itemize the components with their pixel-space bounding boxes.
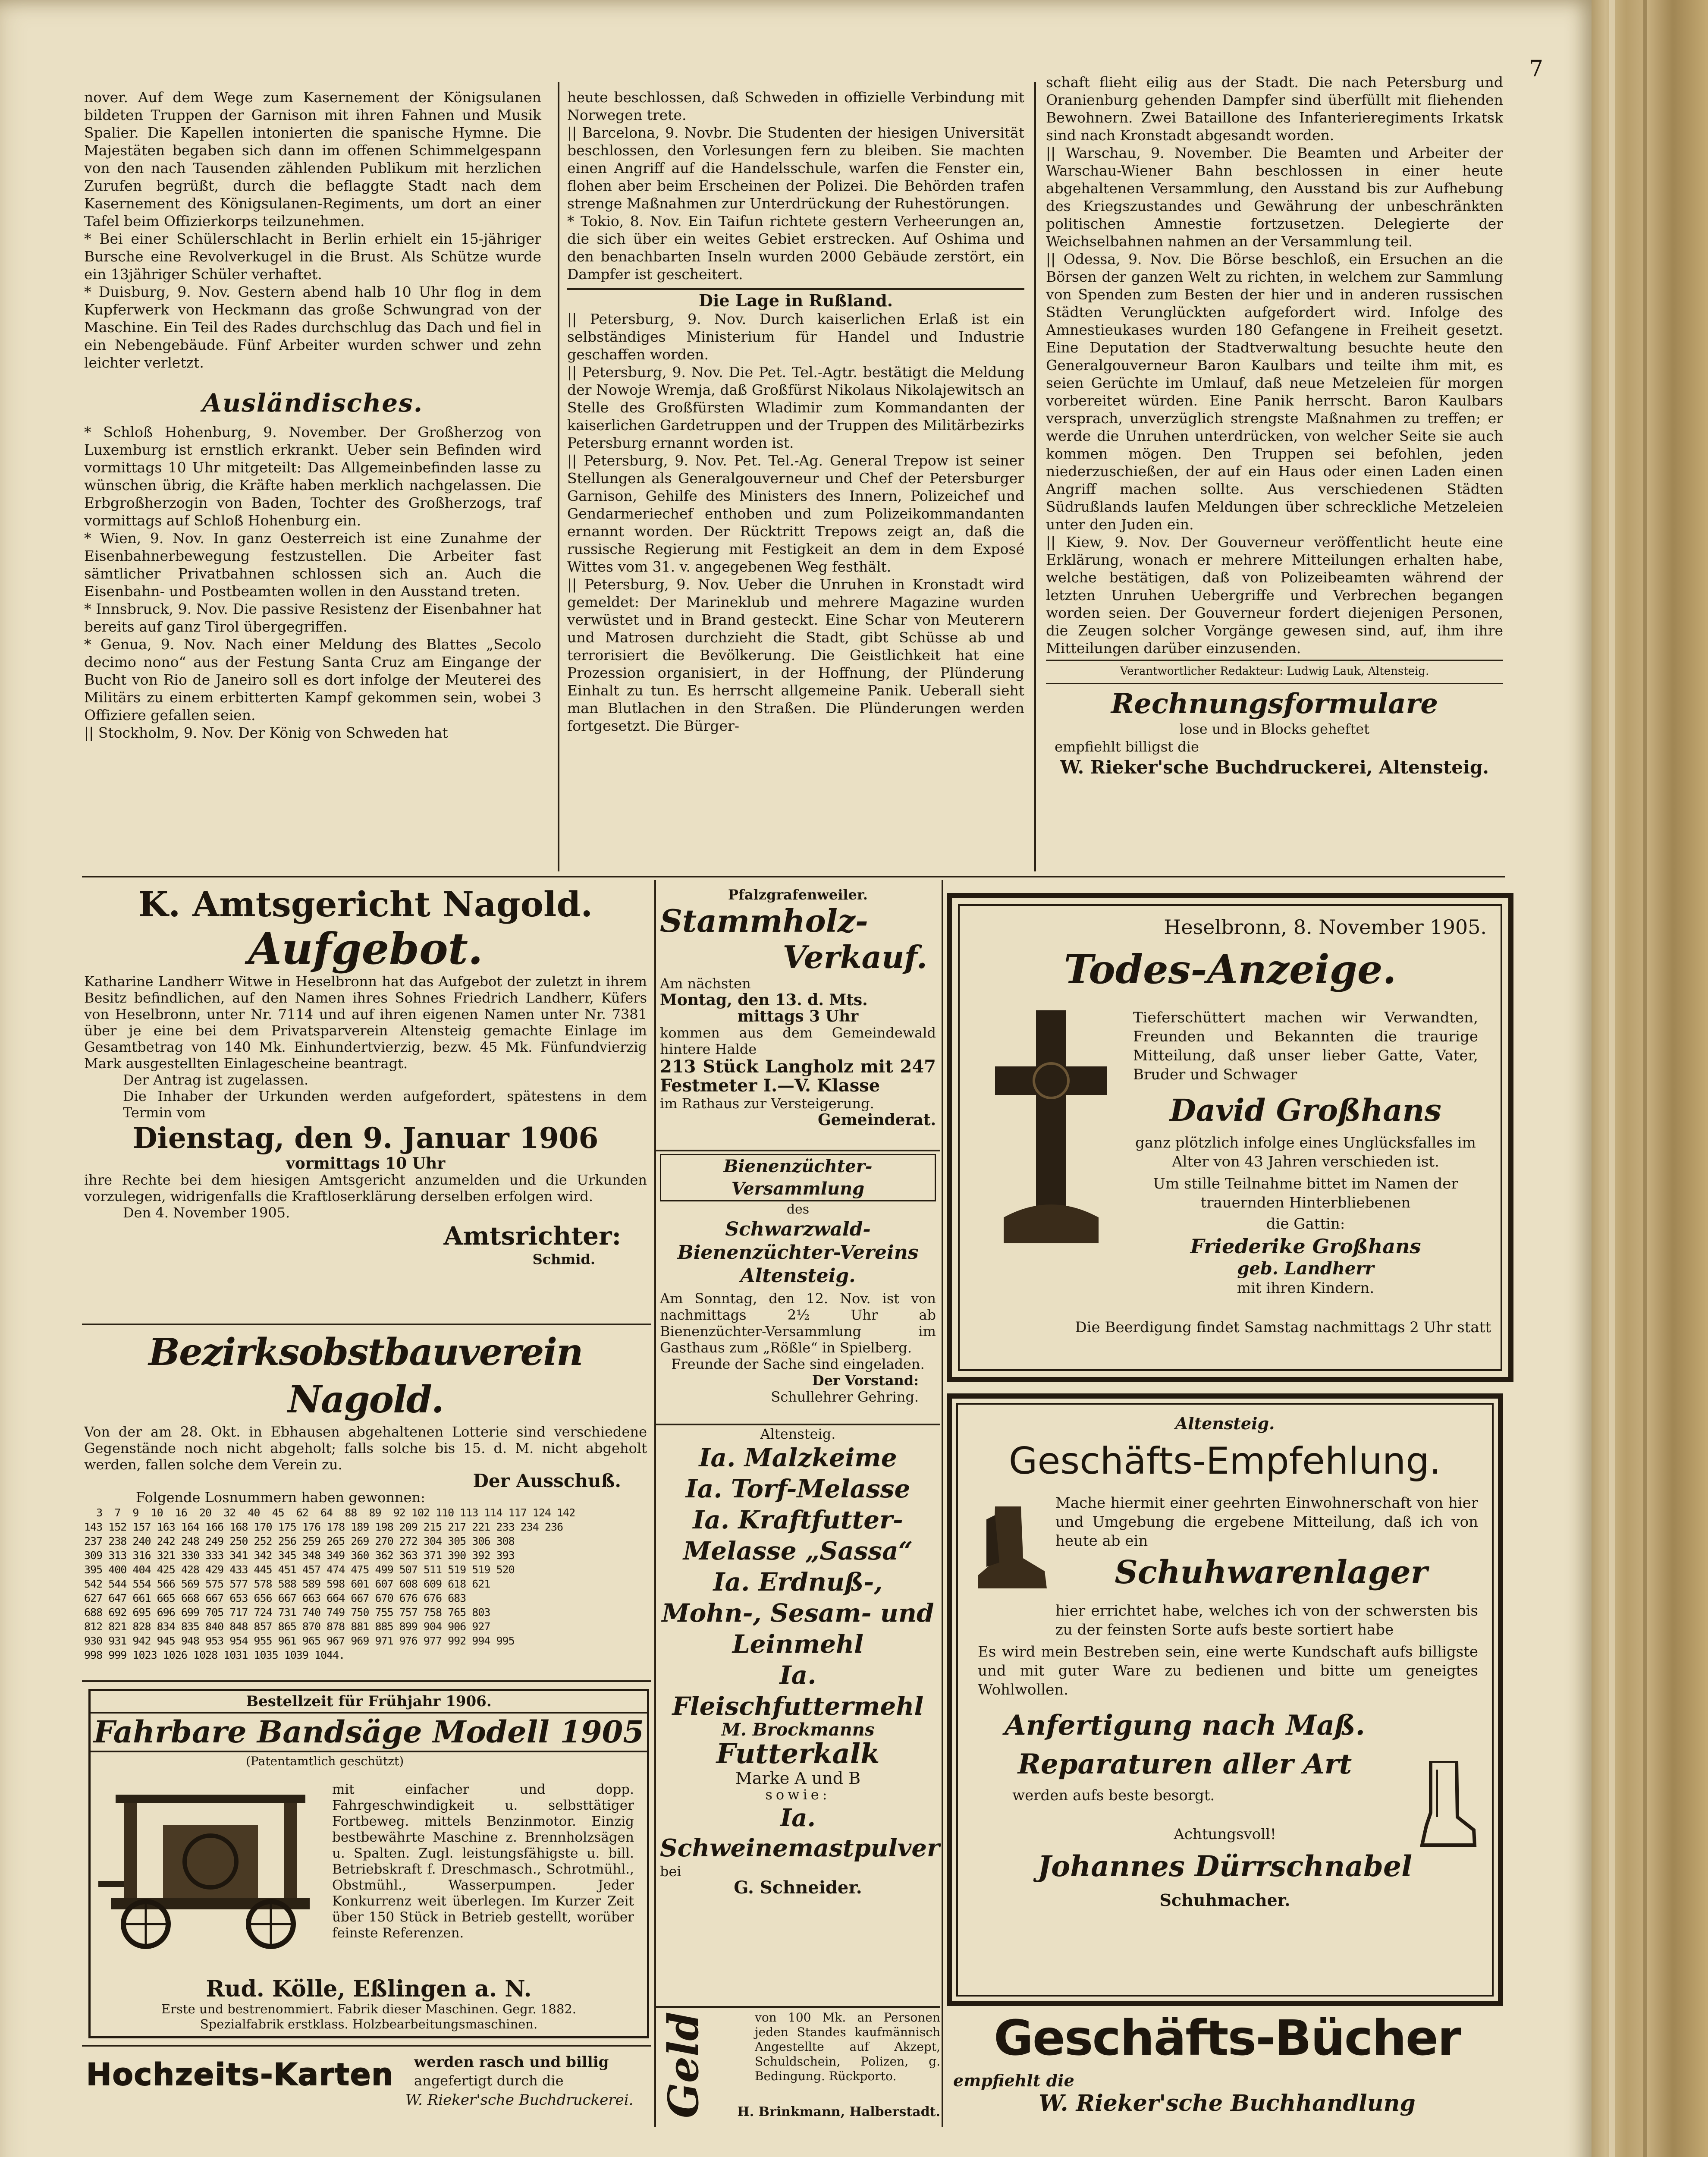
futter-sowie: sowie: — [765, 1786, 831, 1803]
bienen-body: Freunde der Sache sind eingeladen. — [671, 1356, 925, 1372]
todes-kinder: mit ihren Kindern. — [1237, 1280, 1375, 1297]
geld-big: Geld — [659, 2012, 708, 2118]
futter-item-list — [660, 1442, 936, 1722]
stammholz-line: im Rathaus zur Versteigerung. — [660, 1095, 874, 1112]
lottery-number-line: 542 544 554 566 569 575 577 578 588 589 598 601 607 608 609 618 621 — [84, 1578, 490, 1590]
ad-geld — [660, 2010, 940, 2122]
news-column-3 — [1046, 73, 1503, 776]
news-item: || Stockholm, 9. Nov. Der König von Schweden hat — [84, 724, 448, 741]
todes-widow: Friederike Großhans — [1190, 1235, 1421, 1258]
geld-text: von 100 Mk. an Personen jeden Standes kaufmännisch Angestellte auf Akzept, Schuldschein, Polizen, g. Bedingung. Rückporto. — [755, 2010, 940, 2083]
schuh-text: Es wird mein Bestreben sein, eine werte Kundschaft aufs billigste und mit guter Ware zu bedienen und bitte um geneigtes Wohlwollen. — [978, 1643, 1478, 1698]
aufgebot-title: Aufgebot. — [248, 923, 483, 974]
ad-bandsaege — [88, 1689, 649, 2038]
ad-amtsgericht — [84, 884, 647, 1267]
lottery-number-line: 812 821 828 834 835 840 848 857 865 870 878 881 885 899 904 906 927 — [84, 1620, 490, 1633]
bienen-body: Am Sonntag, den 12. Nov. ist von nachmittags 2½ Uhr ab Bienenzüchter-Versammlung im Gasthaus zum „Rößle“ in Spielberg. — [660, 1290, 936, 1356]
todes-name: David Großhans — [1170, 1092, 1441, 1128]
aufgebot-body: Der Antrag ist zugelassen. — [123, 1072, 309, 1088]
ad-rule — [82, 1324, 651, 1325]
schuh-name: Johannes Dürrschnabel — [1037, 1849, 1413, 1883]
saege-top: Bestellzeit für Frühjahr 1906. — [246, 1693, 492, 1710]
ad-rule — [656, 1424, 940, 1425]
schuh-place: Altensteig. — [1175, 1414, 1275, 1433]
stammholz-line: mittags 3 Uhr — [737, 1007, 859, 1025]
aufgebot-body: Die Inhaber der Urkunden werden aufgefordert, spätestens in dem Termin vom — [123, 1088, 647, 1121]
boot-icon — [969, 1502, 1051, 1597]
stammholz-place: Pfalzgrafenweiler. — [728, 887, 868, 903]
ad-schuh — [947, 1393, 1503, 2006]
lottery-number-line: 688 692 695 696 699 705 717 724 731 740 749 750 755 757 758 765 803 — [84, 1606, 490, 1619]
column-rule — [942, 880, 943, 2127]
schuh-werden: werden aufs beste besorgt. — [1012, 1787, 1215, 1804]
ad-rule — [656, 1150, 940, 1151]
stammholz-line: Montag, den 13. d. Mts. — [660, 991, 868, 1009]
schuh-achtung: Achtungsvoll! — [1174, 1826, 1276, 1843]
futter-pulver: Ia. Schweinemastpulver — [660, 1804, 940, 1862]
hochzeit-line: werden rasch und billig — [414, 2053, 609, 2071]
todes-gattin: die Gattin: — [1266, 1215, 1345, 1233]
saege-sub: Erste und bestrenommiert. Fabrik dieser Maschinen. Gegr. 1882. — [161, 2002, 576, 2016]
todes-funeral: Die Beerdigung findet Samstag nachmittags 2 Uhr statt — [1075, 1319, 1491, 1336]
futter-item: Ia. Fleischfuttermehl — [672, 1660, 924, 1721]
todes-text: Tieferschüttert machen wir Verwandten, Freunden und Bekannten die traurige Mitteilung, daß unser lieber Gatte, Vater, Bruder und Schwager — [1133, 1009, 1478, 1083]
machine-illustration — [98, 1777, 323, 1950]
news-item: || Odessa, 9. Nov. Die Börse beschloß, ein Ersuchen an die Börsen der ganzen Welt zu richten, in welchem zur Sammlung von Spenden zum Besten der hier und in anderen russischen Städten Verunglückten aufgefordert wird. Infolge des Amnestieukases wurden 180 Gefangene in Freiheit gesetzt. Eine Deputation der Stadtverwaltung besuchte heute den Generalgouverneur Baron Kaulbars und teilte ihm mit, es seien Gerüchte im Umlauf, daß neue Metzeleien für morgen vorbereitet würden. Eine Panik herrscht. Baron Kaulbars versprach, unverzüglich strengste Maßnahmen zu treffen; er werde die Unruhen unterdrücken, von welcher Seite sie auch kommen mögen. Den Truppen sei befohlen, jeden niederzuschießen, der auf ein Haus oder einen Laden einen Angriff machen sollte. Aus verschiedenen Städten Südrußlands laufen Meldungen über schreckliche Metzeleien unter den Juden ein. — [1046, 251, 1503, 533]
book-binding — [1592, 0, 1708, 2157]
ad-hochzeit — [86, 2053, 651, 2114]
news-column-2 — [567, 88, 1024, 735]
schuh-lager: Schuhwarenlager — [1115, 1554, 1428, 1591]
hochzeit-line: angefertigt durch die — [414, 2072, 564, 2089]
todes-text: Um stille Teilnahme bittet im Namen der trauernden Hinterbliebenen — [1153, 1175, 1458, 1211]
ad-bienen — [660, 1154, 936, 1405]
todes-title: Todes-Anzeige. — [1064, 946, 1397, 993]
schuh-trade: Schuhmacher. — [1159, 1890, 1290, 1910]
lottery-number-line: 309 313 316 321 330 333 341 342 345 348 349 360 362 363 371 390 392 393 — [84, 1549, 515, 1562]
news-item: * Innsbruck, 9. Nov. Die passive Resistenz der Eisenbahner hat bereits auf ganz Tirol übergegriffen. — [84, 601, 541, 635]
buecher-title: Geschäfts-Bücher — [993, 2010, 1461, 2066]
news-item: || Kiew, 9. Nov. Der Gouverneur veröffentlicht heute eine Erklärung, wonach er mehrere Mitteilungen erhalten habe, welche bestätigen, daß von Polizeibeamten während der letzten Unruhen Uebergriffe und Verbrechen begangen worden seien. Der Gouverneur fordert diejenigen Personen, die Zeugen solcher Vorgänge gewesen sind, auf, ihm ihre Mitteilungen darüber einzusenden. — [1046, 534, 1503, 657]
schuh-anfertigung: Anfertigung nach Maß. — [1005, 1709, 1365, 1742]
section-heading-foreign: Ausländisches. — [202, 388, 424, 418]
stammholz-signer: Gemeinderat. — [817, 1111, 936, 1129]
futter-place: Altensteig. — [760, 1426, 836, 1442]
column-rule — [1034, 82, 1036, 871]
page-number: 7 — [1529, 56, 1544, 82]
hochzeit-firm: W. Rieker'sche Buchdruckerei. — [405, 2091, 634, 2109]
saege-desc: mit einfacher und dopp. Fahrgeschwindigkeit u. selbsttätiger Fortbeweg. mittels Benzinmotor. Einzig bestbewährte Maschine z. Brennholzsägen u. Spalten. Zugl. leistungsfähigste u. bill. Betriebskraft f. Dreschmasch., Schrotmühl., Obstmühl., Wasserpumpen. Jeder Konkurrenz weit überlegen. Im Kurzer Zeit über 150 Stück in Betrieb gestellt, worüber feinste Referenzen. — [332, 1782, 634, 1941]
news-item: heute beschlossen, daß Schweden in offizielle Verbindung mit Norwegen trete. — [567, 89, 1024, 123]
lottery-number-line: 143 152 157 163 164 166 168 170 175 176 178 189 198 209 215 217 221 233 234 236 — [84, 1521, 563, 1533]
boot-svg — [969, 1502, 1051, 1597]
news-item: || Petersburg, 9. Nov. Durch kaiserlichen Erlaß ist ein selbständiges Ministerium für Handel und Industrie geschaffen worden. — [567, 311, 1024, 363]
ad-rechnung-line: empfiehlt billigst die — [1055, 739, 1199, 755]
lottery-number-line: 395 400 404 425 428 429 433 445 451 457 474 475 499 507 511 519 519 520 — [84, 1563, 515, 1576]
news-column-1 — [84, 88, 541, 742]
news-item: nover. Auf dem Wege zum Kasernement der Königsulanen bildeten Truppen der Garnison mit ihren Fahnen und Musik Spalier. Die Kapellen intonierten die spanische Hymne. Die Majestäten begaben sich dann im offenen Schimmelgespann von den nach Tausenden zählenden Publikum mit herzlichen Zurufen begrüßt, durch die beflaggte Stadt nach dem Kasernement des Königsulanen-Regiments, um dort an einer Tafel beim Offizierkorps teilzunehmen. — [84, 89, 541, 230]
lottery-number-line: 930 931 942 945 948 953 954 955 961 965 967 969 971 976 977 992 994 995 — [84, 1635, 515, 1647]
lottery-number-line: 237 238 240 242 248 249 250 252 256 259 265 269 270 272 304 305 306 308 — [84, 1535, 515, 1547]
lottery-number-line: 998 999 1023 1026 1028 1031 1035 1039 1044. — [84, 1649, 345, 1661]
saege-sub: Spezialfabrik erstklass. Holzbearbeitungsmaschinen. — [200, 2017, 538, 2031]
news-item: schaft flieht eilig aus der Stadt. Die nach Petersburg und Oranienburg gehenden Dampfer sind überfüllt mit fliehenden Bewohnern. Zwei Bataillone des Infanterieregiments Irkatsk sind nach Kronstadt abgesandt worden. — [1046, 74, 1503, 144]
aufgebot-body: Katharine Landherr Witwe in Heselbronn hat das Aufgebot der zuletzt in ihrem Besitz befindlichen, auf den Namen ihres Sohnes Friedrich Landherr, Küfers von Heselbronn, unter Nr. 7114 und auf ihren eigenen Namen unter Nr. 7381 über je eine bei dem Privatsparverein Altensteig gemachte Einlage im Gesamtbetrag von 140 Mk. Einhundertvierzig, bezw. 45 Mk. Fünfundvierzig Mark ausgestellten Einlagescheine beantragt. — [84, 973, 647, 1072]
lottery-number-line: 627 647 661 665 668 667 653 656 667 663 664 667 670 676 676 683 — [84, 1592, 466, 1604]
hochzeit-title: Hochzeits-Karten — [86, 2057, 394, 2092]
news-item: || Petersburg, 9. Nov. Pet. Tel.-Ag. General Trepow ist seiner Stellungen als Generalgouverneur und Chef der Petersburger Garnison, Gehilfe des Ministers des Innern, Polizeichef und Gendarmeriechef enthoben und zum Polizeikommandanten ernannt worden. Der Rücktritt Trepows zeigt an, daß die russische Regierung mit Festigkeit an dem in dem Exposé Wittes vom 31. v. angegebenen Weg festhält. — [567, 452, 1024, 575]
futter-item: Ia. Kraftfutter-Melasse „Sassa“ — [683, 1505, 913, 1566]
editor-line: Verantwortlicher Redakteur: Ludwig Lauk, Altensteig. — [1046, 660, 1503, 680]
stammholz-title: Stammholz- — [660, 902, 868, 939]
aufgebot-signer: Amtsrichter: — [443, 1221, 621, 1251]
news-item: || Petersburg, 9. Nov. Die Pet. Tel.-Agtr. bestätigt die Meldung der Nowoje Wremja, daß Großfürst Nikolaus Nikolajewitsch an Stelle des Großfürsten Wladimir zum Kommandanten der kaiserlichen Gardetruppen und der Truppen des Militärbezirks Petersburg ernannt worden ist. — [567, 364, 1024, 451]
buecher-firm: W. Rieker'sche Buchhandlung — [1039, 2090, 1416, 2116]
news-item: * Genua, 9. Nov. Nach einer Meldung des Blattes „Secolo decimo nono“ aus der Festung Santa Cruz am Eingange der Bucht von Rio de Janeiro soll es dort infolge der Meuterei des Militärs zu einem erbitterten Kampf gekommen sein, wobei 3 Offiziere gefallen seien. — [84, 636, 541, 723]
news-item: || Warschau, 9. November. Die Beamten und Arbeiter der Warschau-Wiener Bahn beschlossen in einer heute abgehaltenen Versammlung, den Ausstand bis zur Aufhebung des Kriegszustandes und Gewährung der unbeschränkten politischen Amnestie fortzusetzen. Delegierte der Weichselbahnen nahmen an der Versammlung teil. — [1046, 145, 1503, 250]
aufgebot-signer-name: Schmid. — [532, 1251, 595, 1267]
bienen-title: Bienenzüchter-Versammlung — [660, 1154, 936, 1201]
news-item: || Barcelona, 9. Novbr. Die Studenten der hiesigen Universität beschlossen, den Vorlesungen fern zu bleiben. Sie machten einen Angriff auf die Handelsschule, warfen die Fenster ein, flohen aber beim Erscheinen der Polizei. Die Behörden trafen strenge Maßnahmen zur Unterdrückung der Ruhestörungen. — [567, 124, 1024, 212]
ad-rechnung-line: lose und in Blocks geheftet — [1179, 721, 1370, 737]
schuh-text: Mache hiermit einer geehrten Einwohnerschaft von hier und Umgebung die ergebene Mitteilung, daß ich von heute ab ein — [1055, 1494, 1478, 1550]
aufgebot-date: Dienstag, den 9. Januar 1906 — [132, 1121, 599, 1155]
news-item: || Petersburg, 9. Nov. Ueber die Unruhen in Kronstadt wird gemeldet: Der Marineklub und mehrere Magazine wurden verwüstet und in Brand gesteckt. Eine Schar von Meuterern und Matrosen durchzieht die Stadt, gibt Schüsse ab und terrorisiert die Bevölkerung. Die Geistlichkeit hat eine Prozession organisiert, in der Hoffnung, der Plünderung Einhalt zu tun. Es herrscht allgemeine Panik. Ueberall sieht man Blutlachen in den Straßen. Die Plünderungen werden fortgesetzt. Die Bürger- — [567, 576, 1024, 734]
schuh-title: Geschäfts-Empfehlung. — [1008, 1440, 1441, 1483]
lottery-number-line: 3 7 9 10 16 20 32 40 45 62 64 88 89 92 102 110 113 114 117 124 142 — [84, 1506, 575, 1519]
aufgebot-body: ihre Rechte bei dem hiesigen Amtsgericht anzumelden und die Urkunden vorzulegen, widrigenfalls die Kraftloserklärung derselben erfolgen wird. — [84, 1172, 647, 1204]
todes-text: ganz plötzlich infolge eines Unglücksfalles im Alter von 43 Jahren verschieden ist. — [1135, 1134, 1476, 1170]
todes-dateline: Heselbronn, 8. November 1905. — [1164, 915, 1487, 939]
news-item: * Tokio, 8. Nov. Ein Taifun richtete gestern Verheerungen an, die sich über ein weites Gebiet erstrecken. Auf Oshima und den benachbarten Inseln wurden 2000 Gebäude zerstört, ein Dampfer ist gescheitert. — [567, 213, 1024, 283]
stammholz-title: Verkauf. — [782, 939, 927, 975]
ad-rule — [82, 2045, 651, 2047]
futter-kalk: Futterkalk — [716, 1738, 880, 1770]
saege-patent: (Patentamtlich geschützt) — [246, 1754, 404, 1768]
futter-item: Ia. Malzkeime — [699, 1443, 897, 1472]
ad-todesanzeige — [947, 893, 1513, 1382]
obstbau-intro: Folgende Losnummern haben gewonnen: — [136, 1489, 425, 1506]
court-name: K. Amtsgericht Nagold. — [138, 884, 593, 924]
geld-signer: H. Brinkmann, Halberstadt. — [737, 2104, 940, 2119]
news-item: * Bei einer Schülerschlacht in Berlin erhielt ein 15-jähriger Bursche eine Revolverkugel in die Brust. Als Schütze wurde ein 13jähriger Schüler verhaftet. — [84, 230, 541, 283]
futter-bei: bei — [660, 1863, 681, 1880]
futter-brand: M. Brockmanns — [721, 1720, 875, 1740]
news-item: * Wien, 9. Nov. In ganz Oesterreich ist eine Zunahme der Eisenbahnerbewegung festzustellen. Die Arbeiter fast sämtlicher Privatbahnen schlossen sich an. Auch die Eisenbahn- und Postbeamten wollen in den Ausstand treten. — [84, 530, 541, 600]
buecher-line: empfiehlt die — [953, 2071, 1074, 2090]
obstbau-signer: Der Ausschuß. — [473, 1470, 621, 1491]
section-rule — [82, 876, 1505, 877]
ad-futter — [660, 1426, 940, 1898]
saege-firm: Rud. Kölle, Eßlingen a. N. — [206, 1976, 532, 2002]
section-heading-russia: Die Lage in Rußland. — [699, 291, 893, 310]
bienen-title: Schwarzwald-Bienenzüchter-Vereins Altensteig. — [677, 1218, 919, 1287]
cross-icon — [995, 1010, 1107, 1243]
ad-rechnung-firm: W. Rieker'sche Buchdruckerei, Altensteig. — [1060, 757, 1489, 778]
bienen-title: des — [786, 1202, 810, 1217]
obstbau-body: Von der am 28. Okt. in Ebhausen abgehaltenen Lotterie sind verschiedene Gegenstände noch nicht abgeholt; falls solche bis 15. d. M. nicht abgeholt werden, fallen solche dem Verein zu. — [84, 1424, 647, 1473]
stammholz-line: Am nächsten — [660, 975, 751, 992]
aufgebot-time: vormittags 10 Uhr — [286, 1154, 446, 1173]
column-rule — [558, 82, 559, 871]
ad-rule — [656, 2006, 940, 2008]
saege-title: Fahrbare Bandsäge Modell 1905 — [91, 1712, 647, 1752]
ad-rechnung — [1046, 688, 1503, 776]
futter-seller: G. Schneider. — [734, 1877, 862, 1898]
futter-item: Ia. Erdnuß-, Mohn-, Sesam- und Leinmehl — [662, 1567, 934, 1659]
futter-item: Ia. Torf-Melasse — [685, 1474, 911, 1503]
todes-geb: geb. Landherr — [1237, 1258, 1374, 1279]
ad-buecher — [949, 2010, 1505, 2122]
schuh-reparatur: Reparaturen aller Art — [1017, 1748, 1352, 1780]
ad-rechnung-title: Rechnungsformulare — [1111, 688, 1438, 720]
stammholz-line: 213 Stück Langholz mit 247 Festmeter I.—V. Klasse — [660, 1056, 936, 1096]
news-item: * Duisburg, 9. Nov. Gestern abend halb 10 Uhr flog in dem Kupferwerk von Heckmann das große Schwungrad von der Maschine. Ein Teil des Rades durchschlug das Dach und fiel in ein Nebengebäude. Fünf Arbeiter wurden schwer und zehn leichter verletzt. — [84, 283, 541, 371]
obstbau-title: Bezirksobstbauverein Nagold. — [148, 1330, 583, 1421]
ad-rule — [82, 1680, 651, 1682]
column-rule — [654, 880, 656, 2127]
bandsaw-icon — [98, 1777, 323, 1950]
ad-obstbau — [84, 1329, 647, 1662]
aufgebot-dated: Den 4. November 1905. — [123, 1204, 290, 1221]
bienen-signer: Der Vorstand: — [812, 1372, 919, 1389]
schuh-text: hier errichtet habe, welches ich von der schwersten bis zu der feinsten Sorte aufs beste sortiert habe — [1055, 1602, 1478, 1638]
lottery-numbers — [84, 1506, 647, 1662]
bienen-signer-name: Schullehrer Gehring. — [771, 1389, 919, 1405]
cross-svg — [995, 1010, 1107, 1243]
stammholz-line: kommen aus dem Gemeindewald hintere Halde — [660, 1025, 936, 1057]
ad-stammholz — [660, 887, 936, 1128]
futter-marke: Marke A und B — [735, 1769, 861, 1788]
news-item: * Schloß Hohenburg, 9. November. Der Großherzog von Luxemburg ist ernstlich erkrankt. Ueber sein Befinden wird vormittags 10 Uhr mitgeteilt: Das Allgemeinbefinden lasse zu wünschen übrig, die Kräfte haben merklich nachgelassen. Die Erbgroßherzogin von Baden, Tochter des Großherzogs, traf vormittags auf Schloß Hohenburg ein. — [84, 424, 541, 529]
